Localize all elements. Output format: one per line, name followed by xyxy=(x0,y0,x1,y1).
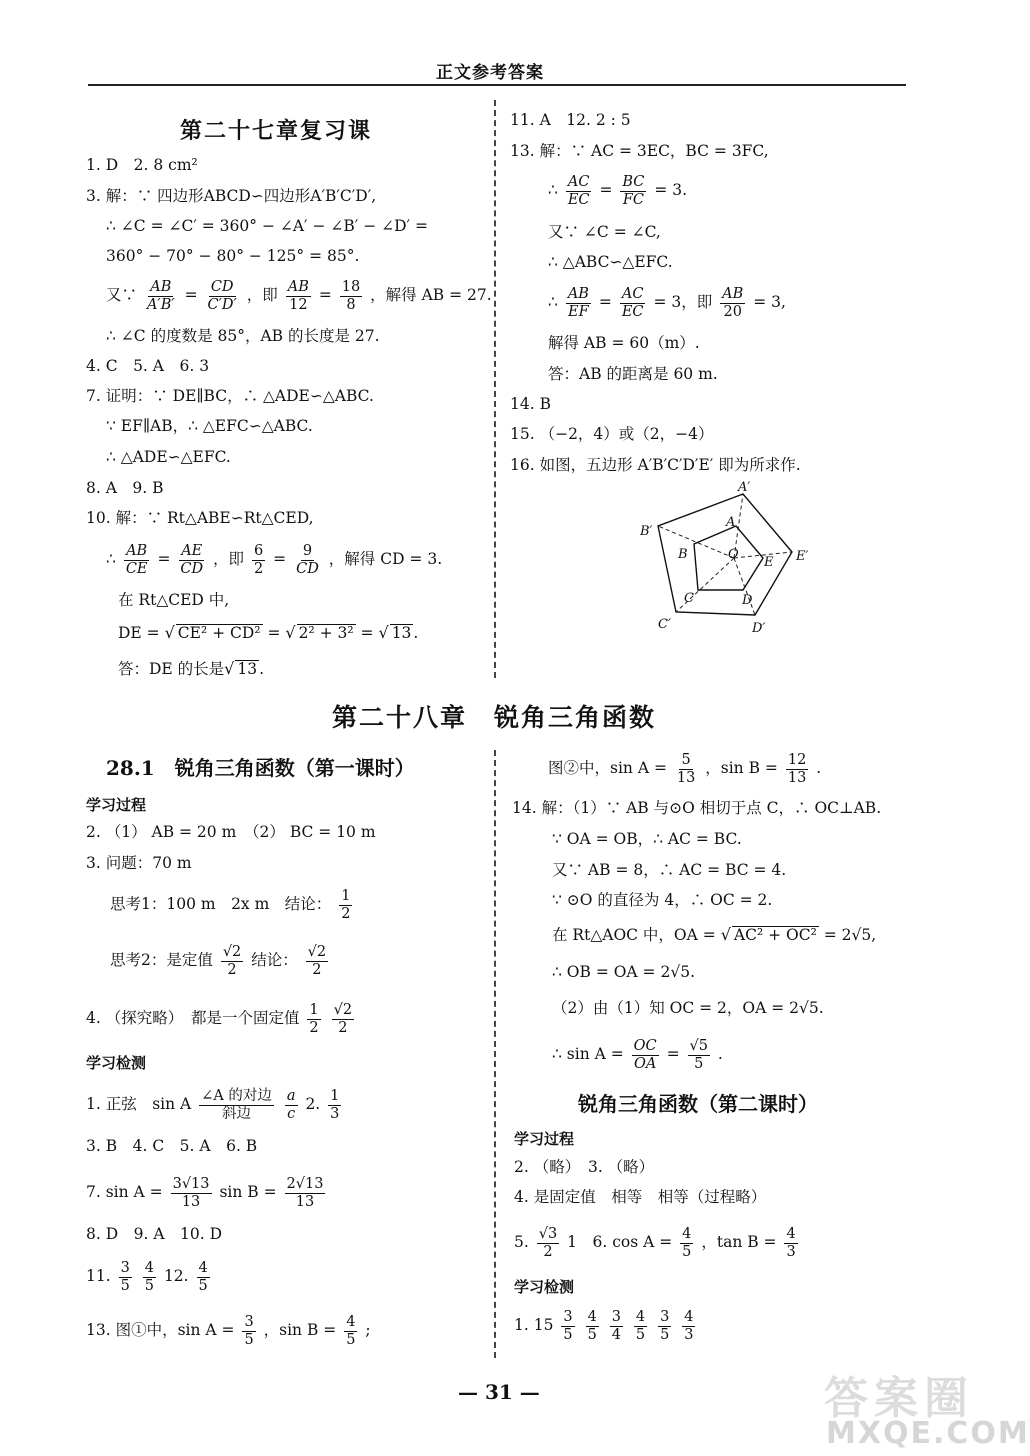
answer-line: ∴ sin A = $\frac{OC}{OA}$ = $\frac{√5}{5}$ . xyxy=(552,1037,723,1072)
answer-line: 3. 解：∵ 四边形ABCD∽四边形A′B′C′D′, xyxy=(86,187,377,205)
answer-line: 7. 证明：∵ DE∥BC，∴ △ADE∽△ABC. xyxy=(86,387,374,405)
ch27-title: 第二十七章复习课 xyxy=(180,118,373,144)
answer-line: 4. （探究略） 都是一个固定值 $\frac{1}{2}$ $\frac{√2}{2}$ xyxy=(86,1001,353,1036)
answer-line: 思考2：是定值 $\frac{√2}{2}$ 结论： $\frac{√2}{2}$ xyxy=(110,943,327,978)
answer-line: 5. $\frac{√3}{2}$ 1 6. cos A = $\frac{4}{5}$ ，tan B = $\frac{4}{3}$ xyxy=(514,1225,796,1260)
section-heading: 学习过程 xyxy=(86,796,147,814)
answer-line: 13. 图①中，sin A = $\frac{3}{5}$ ，sin B = $\frac{4}{5}$ ; xyxy=(86,1313,371,1348)
answer-line: 思考1：100 m 2x m 结论： $\frac{1}{2}$ xyxy=(110,887,351,922)
header-rule xyxy=(88,84,906,86)
answer-line: 1. D 2. 8 cm² xyxy=(86,156,198,174)
section-heading: 学习过程 xyxy=(514,1130,575,1148)
answer-line: 360° − 70° − 80° − 125° = 85°. xyxy=(106,247,360,265)
answer-line: ∴ △ADE∽△EFC. xyxy=(106,448,231,466)
answer-line: 又∵ $\frac{AB}{A'B'}$ = $\frac{CD}{C'D'}$ ，即 $\frac{AB}{12}$ = $\frac{18}{8}$ ，解得 AB = 27. xyxy=(106,278,492,313)
answer-line: 答：DE 的长是√ 13 . xyxy=(118,659,265,678)
label-c: C xyxy=(684,591,694,606)
answer-line: 8. D 9. A 10. D xyxy=(86,1225,223,1243)
answer-line: 10. 解：∵ Rt△ABE∽Rt△CED, xyxy=(86,509,314,527)
answer-line: 1. 正弦 sin A $\frac{\text{∠A 的对边}}{\text{斜边}}$ $\frac{a}{c}$ 2. $\frac{1}{3}$ xyxy=(86,1087,340,1122)
answer-line: ∵ OA = OB，∴ AC = BC. xyxy=(552,830,742,848)
label-e-prime: E′ xyxy=(796,549,809,564)
answer-line: ∴ OB = OA = 2√5. xyxy=(552,963,695,981)
answer-line: 14. 解：（1）∵ AB 与⊙O 相切于点 C，∴ OC⊥AB. xyxy=(512,799,882,817)
answer-line: 1. 15 $\frac{3}{5}$ $\frac{4}{5}$ $\frac{3}{4}$ $\frac{4}{5}$ $\frac{3}{5}$ $\frac{4}{3}$ xyxy=(514,1308,694,1343)
answer-line: 4. C 5. A 6. 3 xyxy=(86,357,210,375)
header-title: 正文参考答案 xyxy=(436,63,544,83)
answer-line: 2. （略） 3. （略） xyxy=(514,1158,655,1176)
column-divider xyxy=(494,100,496,678)
label-d-prime: D′ xyxy=(752,621,766,636)
column-divider xyxy=(494,750,496,1358)
section-heading: 学习检测 xyxy=(514,1278,575,1296)
section-heading: 学习检测 xyxy=(86,1054,147,1072)
answer-line: ∴ ∠C = ∠C′ = 360° − ∠A′ − ∠B′ − ∠D′ = xyxy=(106,217,428,235)
label-d: D xyxy=(742,593,753,608)
answer-line: 在 Rt△CED 中, xyxy=(118,591,230,609)
answer-line: 7. sin A = $\frac{3√13}{13}$ sin B = $\frac{2√13}{13}$ xyxy=(86,1175,324,1210)
label-c-prime: C′ xyxy=(658,617,671,632)
answer-line: ∴ ∠C 的度数是 85°，AB 的长度是 27. xyxy=(106,327,380,345)
answer-line: 14. B xyxy=(510,395,551,413)
answer-line: ∴ $\frac{AB}{EF}$ = $\frac{AC}{EC}$ = 3，即 $\frac{AB}{20}$ = 3, xyxy=(548,285,786,320)
answer-line: 3. 问题：70 m xyxy=(86,854,192,872)
label-o: O xyxy=(728,547,739,562)
answer-line: ∵ EF∥AB，∴ △EFC∽△ABC. xyxy=(106,417,313,435)
answer-line: 11. $\frac{3}{5}$ $\frac{4}{5}$ 12. $\frac{4}{5}$ xyxy=(86,1259,208,1294)
answer-line: （2）由（1）知 OC = 2，OA = 2√5. xyxy=(552,999,824,1017)
answer-line: 15. （−2，4）或（2，−4） xyxy=(510,425,714,443)
answer-line: 2. （1） AB = 20 m （2） BC = 10 m xyxy=(86,823,376,841)
label-a: A xyxy=(726,515,736,530)
answer-line: 13. 解：∵ AC = 3EC，BC = 3FC, xyxy=(510,142,769,160)
answer-line: 答：AB 的距离是 60 m. xyxy=(548,365,718,383)
s281-title: 28.1 锐角三角函数（第一课时） xyxy=(106,756,415,780)
pentagon-figure xyxy=(630,478,830,636)
answer-line: 又∵ AB = 8，∴ AC = BC = 4. xyxy=(552,861,787,879)
answer-line: ∴ $\frac{AC}{EC}$ = $\frac{BC}{FC}$ = 3. xyxy=(548,173,688,208)
answer-line: 11. A 12. 2 : 5 xyxy=(510,111,631,129)
s2-title: 锐角三角函数（第二课时） xyxy=(578,1092,818,1116)
answer-line: 3. B 4. C 5. A 6. B xyxy=(86,1137,258,1155)
answer-line: 图②中，sin A = $\frac{5}{13}$ ，sin B = $\frac{12}{13}$ . xyxy=(548,751,822,786)
label-a-prime: A′ xyxy=(738,480,751,495)
answer-line: 又∵ ∠C = ∠C, xyxy=(548,223,661,241)
answer-line: 在 Rt△AOC 中，OA = √ AC² + OC² = 2√5, xyxy=(552,925,877,944)
answer-line: 解得 AB = 60（m）. xyxy=(548,334,700,352)
answer-line: 8. A 9. B xyxy=(86,479,164,497)
label-b: B xyxy=(678,547,688,562)
answer-line: 16. 如图，五边形 A′B′C′D′E′ 即为所求作. xyxy=(510,456,801,474)
answer-line: 4. 是固定值 相等 相等（过程略） xyxy=(514,1188,767,1206)
answer-line: ∴ $\frac{AB}{CE}$ = $\frac{AE}{CD}$ ，即 $\frac{6}{2}$ = $\frac{9}{CD}$ ，解得 CD = 3. xyxy=(106,542,443,577)
label-b-prime: B′ xyxy=(640,524,653,539)
answer-line: DE = √ CE² + CD² = √ 2² + 3² = √ 13 . xyxy=(118,623,419,642)
ch28-title: 第二十八章 锐角三角函数 xyxy=(332,703,657,732)
answer-line: ∴ △ABC∽△EFC. xyxy=(548,253,673,271)
watermark-logo: 答案圈 MXQE.COM xyxy=(824,1373,1030,1451)
label-e: E xyxy=(764,555,774,570)
page-number: — 31 — xyxy=(458,1380,540,1404)
answer-line: ∵ ⊙O 的直径为 4，∴ OC = 2. xyxy=(552,891,773,909)
